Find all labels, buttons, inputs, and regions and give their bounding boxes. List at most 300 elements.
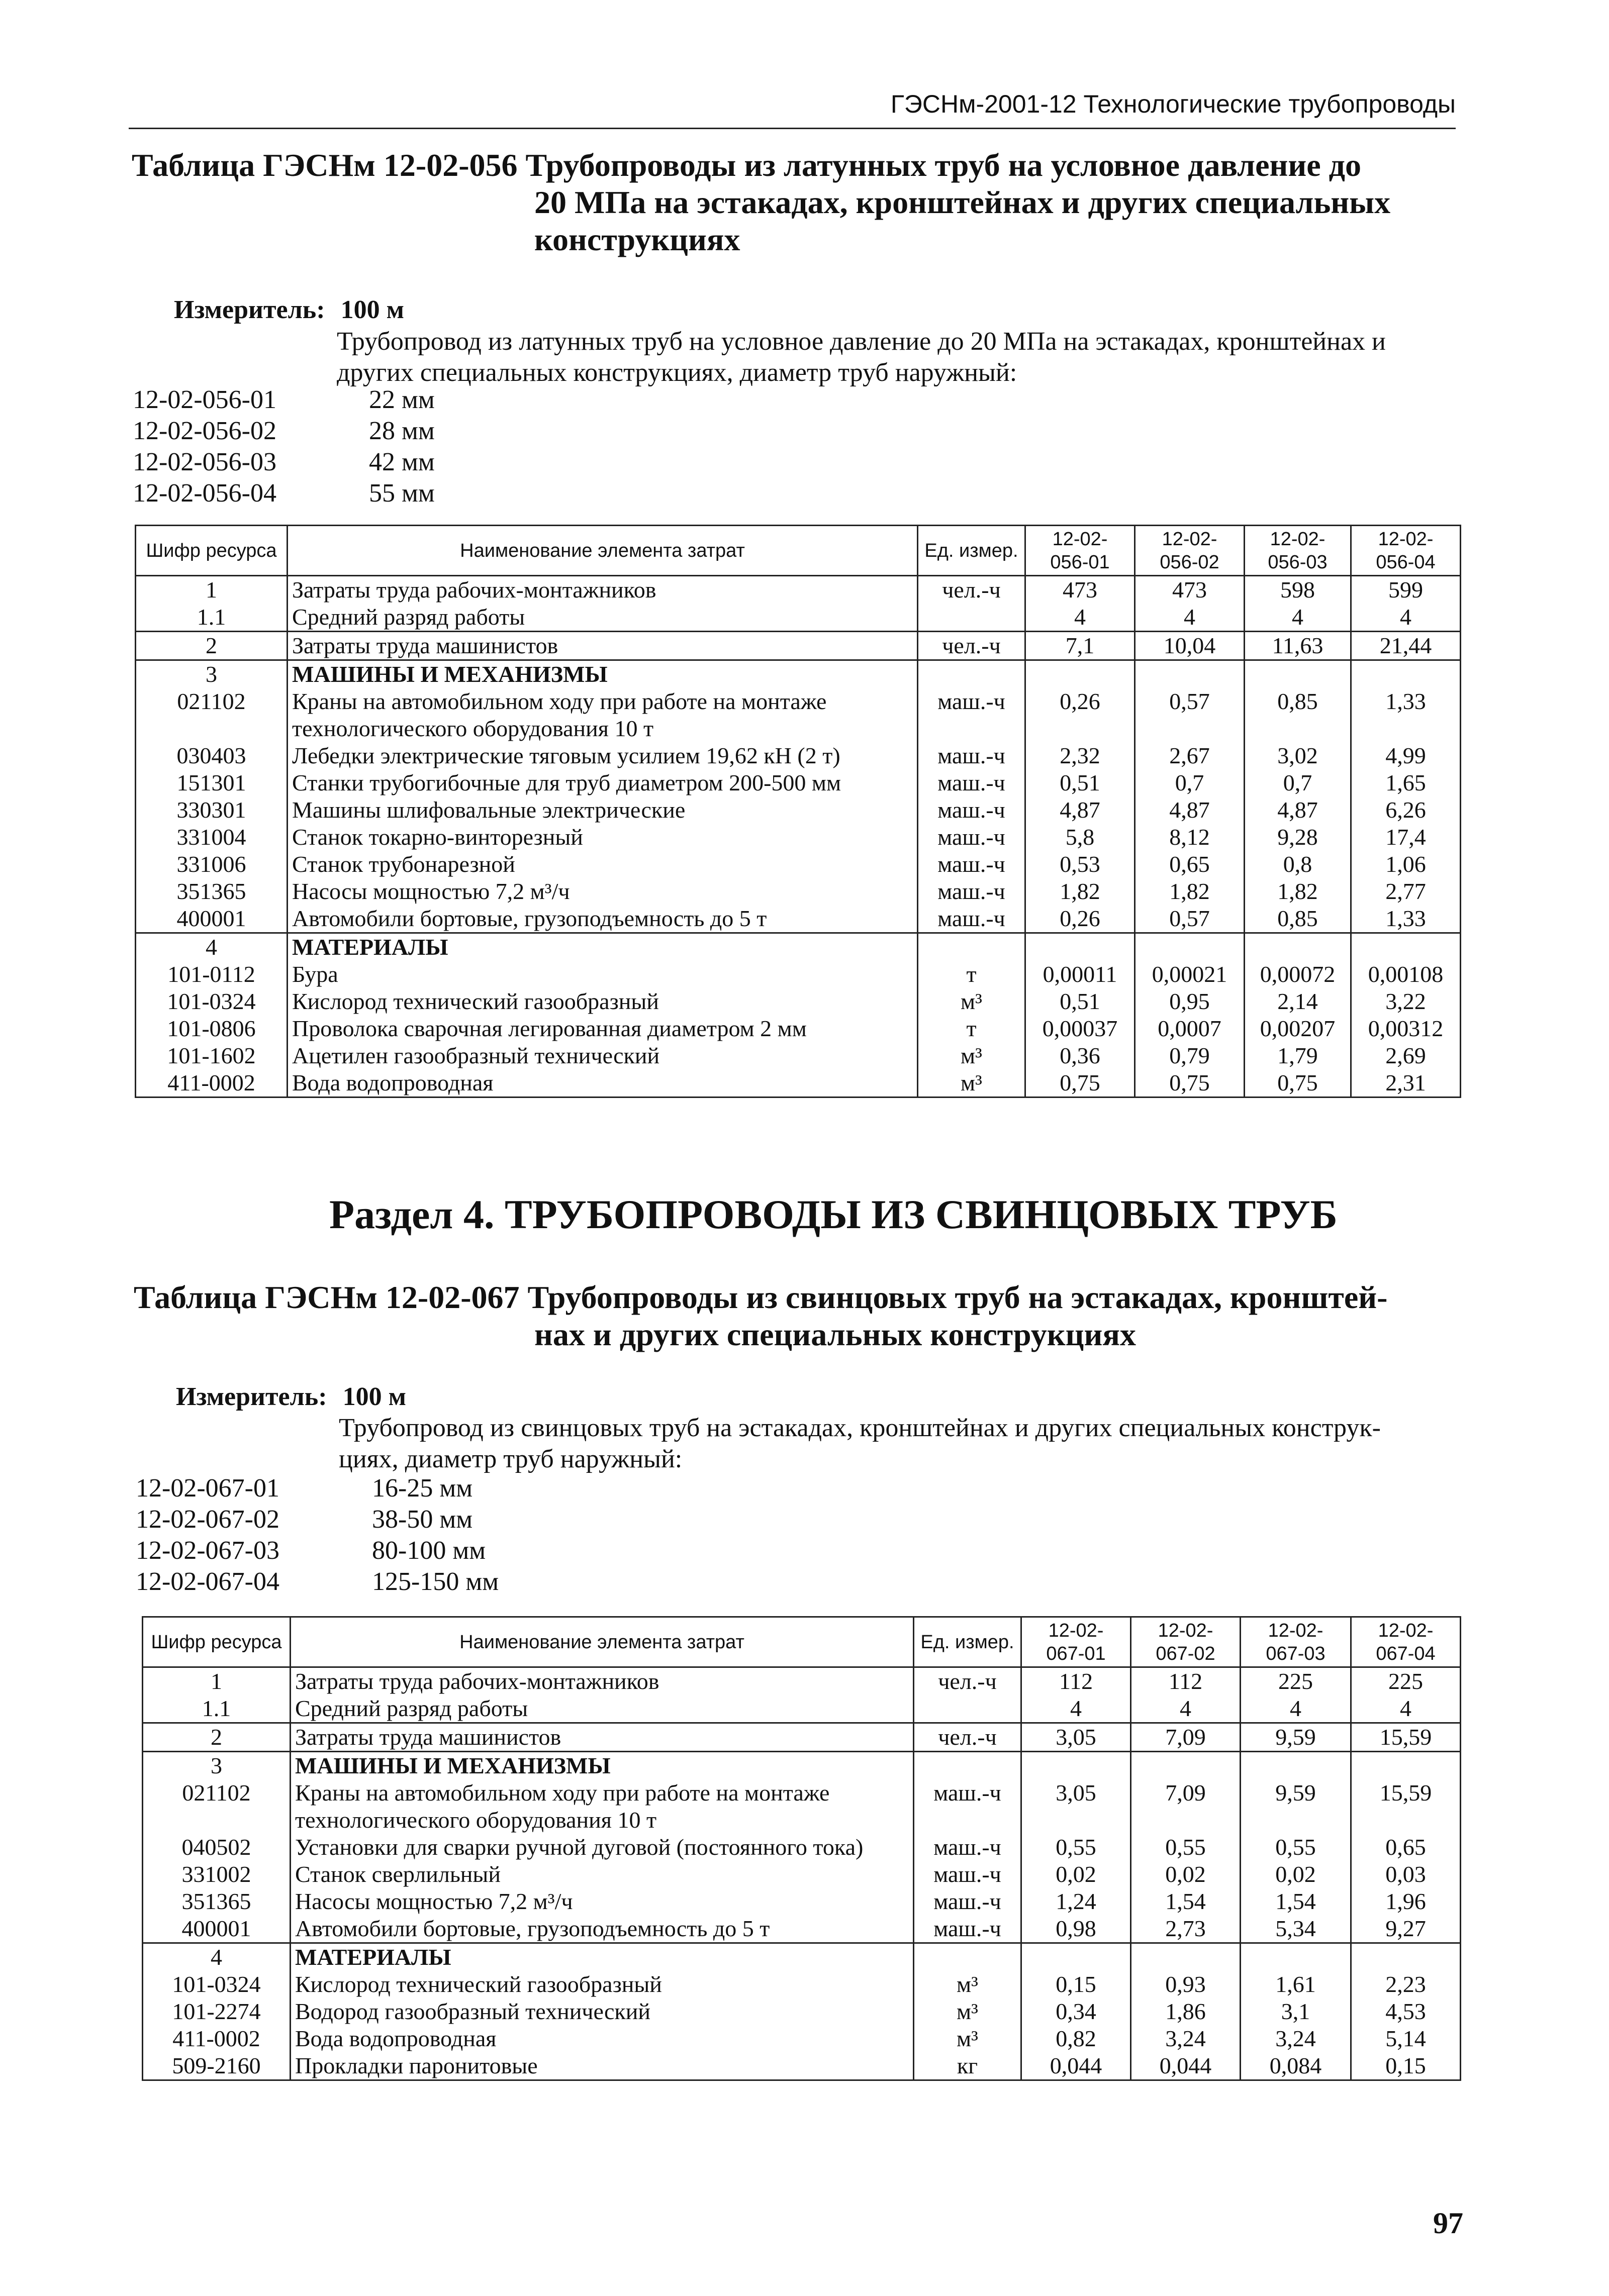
value-cell [1351,1807,1461,1834]
resource-code: 1.1 [136,604,288,632]
resource-code: 030403 [136,742,288,769]
header-resource-code: Шифр ресурса [143,1617,291,1667]
unit-cell: маш.-ч [918,796,1025,824]
value-cell [1245,933,1351,961]
value-cell: 4,87 [1025,796,1135,824]
value-cell: 0,7 [1245,769,1351,796]
resource-code: 151301 [136,769,288,796]
cost-element-name: Установки для сварки ручной дуговой (постоянного тока) [291,1834,914,1861]
value-cell: 0,79 [1135,1042,1245,1069]
cost-element-name: МАШИНЫ И МЕХАНИЗМЫ [291,1752,914,1780]
value-cell: 0,95 [1135,988,1245,1015]
unit-cell: маш.-ч [914,1861,1021,1888]
table2-title-line1: Таблица ГЭСНм 12-02-067 Трубопроводы из свинцовых труб на эстакадах, кронштей- [134,1279,1388,1315]
table-row [143,1779,1461,1807]
value-cell: 225 [1241,1667,1351,1695]
unit-cell [914,1807,1021,1834]
value-cell: 1,96 [1351,1888,1461,1915]
cost-element-name: Ацетилен газообразный технический [288,1042,918,1069]
meter-label: Измеритель: [174,295,325,324]
value-cell: 112 [1131,1667,1241,1695]
cost-element-name: Кислород технический газообразный [288,988,918,1015]
table-row [143,1971,1461,1998]
cost-element-name: Средний разряд работы [288,604,918,632]
value-cell: 1,06 [1351,851,1461,878]
code-item: 12-02-067-04 [136,1567,279,1596]
value-cell [1135,660,1245,688]
value-cell: 0,02 [1241,1861,1351,1888]
value-cell [1351,1752,1461,1780]
table1-title-line2: 20 МПа на эстакадах, кронштейнах и других специальных [534,184,1391,220]
value-cell: 3,22 [1351,988,1461,1015]
cost-element-name: Кислород технический газообразный [291,1971,914,1998]
table2-code-list [136,1473,588,1604]
cost-element-name: Затраты труда рабочих-монтажников [288,576,918,604]
value-cell: 5,34 [1241,1915,1351,1943]
value-cell: 1,82 [1135,878,1245,905]
value-cell: 598 [1245,576,1351,604]
cost-element-name: Водород газообразный технический [291,1998,914,2025]
table2-title-line2: нах и других специальных конструкциях [534,1317,1136,1352]
value-cell: 0,15 [1021,1971,1131,1998]
value-cell: 0,98 [1021,1915,1131,1943]
value-cell: 3,05 [1021,1779,1131,1807]
resource-code: 411-0002 [143,2025,291,2052]
table-row [143,2052,1461,2080]
header-norm-code: 12-02- 056-03 [1245,526,1351,576]
header-unit: Ед. измер. [918,526,1025,576]
value-cell [1131,1752,1241,1780]
resource-code: 1.1 [143,1695,291,1723]
value-cell: 2,69 [1351,1042,1461,1069]
value-cell: 0,55 [1131,1834,1241,1861]
meter-label: Измеритель: [176,1382,327,1411]
resource-code: 331004 [136,824,288,851]
table-row [136,796,1461,824]
value-cell: 1,54 [1241,1888,1351,1915]
table2-meter [176,1381,406,1413]
table-row [136,851,1461,878]
table-row [136,604,1461,632]
value-cell: 4,87 [1245,796,1351,824]
value-cell: 9,28 [1245,824,1351,851]
value-cell [1135,715,1245,742]
resource-code: 101-2274 [143,1998,291,2025]
cost-element-name: Машины шлифовальные электрические [288,796,918,824]
table1-title-line3: конструкциях [534,222,740,257]
value-cell: 1,24 [1021,1888,1131,1915]
value-cell: 0,044 [1131,2052,1241,2080]
cost-element-name: Вода водопроводная [288,1069,918,1097]
table-row [136,1015,1461,1042]
value-cell [1131,1943,1241,1971]
value-cell: 3,02 [1245,742,1351,769]
value-cell: 0,57 [1135,688,1245,715]
value-cell [1241,1943,1351,1971]
value-cell: 0,0007 [1135,1015,1245,1042]
resource-code: 351365 [143,1888,291,1915]
value-cell: 7,09 [1131,1723,1241,1752]
table2-resources [142,1616,1461,2081]
size-item: 28 мм [369,417,435,445]
value-cell: 1,82 [1245,878,1351,905]
value-cell: 0,02 [1021,1861,1131,1888]
table-row [136,905,1461,933]
header-cost-element: Наименование элемента затрат [288,526,918,576]
value-cell: 0,53 [1025,851,1135,878]
cost-element-name: Прокладки паронитовые [291,2052,914,2080]
header-cost-element: Наименование элемента затрат [291,1617,914,1667]
value-cell [1351,660,1461,688]
table-row [143,1834,1461,1861]
value-cell [1245,715,1351,742]
table-row [143,1695,1461,1723]
resource-code [143,1807,291,1834]
row-group [136,933,1461,1097]
value-cell: 1,86 [1131,1998,1241,2025]
resource-code: 2 [136,632,288,660]
resource-code: 021102 [136,688,288,715]
value-cell [1135,933,1245,961]
header-unit: Ед. измер. [914,1617,1021,1667]
value-cell: 0,82 [1021,2025,1131,2052]
unit-cell: маш.-ч [918,688,1025,715]
value-cell [1025,715,1135,742]
unit-cell [914,1695,1021,1723]
value-cell: 0,75 [1025,1069,1135,1097]
cost-element-name: Станок трубонарезной [288,851,918,878]
size-item: 42 мм [369,448,435,476]
row-group [143,1752,1461,1943]
value-cell: 0,75 [1245,1069,1351,1097]
value-cell: 5,8 [1025,824,1135,851]
page-header [129,84,1456,129]
unit-cell [918,604,1025,632]
value-cell: 112 [1021,1667,1131,1695]
value-cell [1351,1943,1461,1971]
table1-description-line1: Трубопровод из латунных труб на условное давление до 20 МПа на эстакадах, кронштейнах и [337,327,1386,356]
value-cell: 4,53 [1351,1998,1461,2025]
cost-element-name: Затраты труда машинистов [291,1723,914,1752]
table1-title-line1: Таблица ГЭСНм 12-02-056 Трубопроводы из латунных труб на условное давление до [132,147,1361,183]
table-row [136,715,1461,742]
cost-element-name: Затраты труда рабочих-монтажников [291,1667,914,1695]
value-cell: 1,33 [1351,905,1461,933]
row-group [136,576,1461,632]
meter-value: 100 м [342,1382,407,1411]
table-row [143,1807,1461,1834]
header-norm-code: 12-02- 067-03 [1241,1617,1351,1667]
cost-element-name: Автомобили бортовые, грузоподъемность до 5 т [291,1915,914,1943]
table-row [143,1752,1461,1780]
cost-element-name: технологического оборудования 10 т [288,715,918,742]
table-row [136,933,1461,961]
value-cell [1351,933,1461,961]
unit-cell [914,1943,1021,1971]
table-row [136,632,1461,660]
value-cell: 0,34 [1021,1998,1131,2025]
value-cell: 0,7 [1135,769,1245,796]
resource-code: 1 [143,1667,291,1695]
value-cell: 0,00072 [1245,961,1351,988]
cost-element-name: МАШИНЫ И МЕХАНИЗМЫ [288,660,918,688]
header-norm-code: 12-02- 067-01 [1021,1617,1131,1667]
resource-code: 101-1602 [136,1042,288,1069]
value-cell: 0,00108 [1351,961,1461,988]
resource-code: 101-0112 [136,961,288,988]
size-item: 22 мм [369,385,435,414]
value-cell: 225 [1351,1667,1461,1695]
value-cell: 1,65 [1351,769,1461,796]
unit-cell: маш.-ч [914,1888,1021,1915]
unit-cell [918,715,1025,742]
value-cell: 0,85 [1245,905,1351,933]
value-cell: 0,03 [1351,1861,1461,1888]
value-cell: 21,44 [1351,632,1461,660]
cost-element-name: Краны на автомобильном ходу при работе на монтаже [288,688,918,715]
table-row [136,824,1461,851]
value-cell: 7,09 [1131,1779,1241,1807]
unit-cell: кг [914,2052,1021,2080]
value-cell: 15,59 [1351,1723,1461,1752]
value-cell: 0,00037 [1025,1015,1135,1042]
unit-cell [914,1752,1021,1780]
value-cell: 15,59 [1351,1779,1461,1807]
resource-code: 331006 [136,851,288,878]
value-cell: 3,24 [1241,2025,1351,2052]
row-group [143,1943,1461,2080]
table1-meter [174,294,404,326]
code-item: 12-02-067-01 [136,1474,279,1503]
cost-element-name: Проволока сварочная легированная диаметром 2 мм [288,1015,918,1042]
cost-element-name: Бура [288,961,918,988]
cost-element-name: Средний разряд работы [291,1695,914,1723]
cost-element-name: Станки трубогибочные для труб диаметром 200-500 мм [288,769,918,796]
resource-code: 3 [136,660,288,688]
value-cell: 4 [1351,1695,1461,1723]
table-row [136,688,1461,715]
resource-code: 2 [143,1723,291,1752]
code-item: 12-02-067-03 [136,1536,279,1565]
value-cell: 10,04 [1135,632,1245,660]
unit-cell: м³ [918,1069,1025,1097]
value-cell: 0,65 [1351,1834,1461,1861]
resource-code [136,715,288,742]
unit-cell: м³ [914,1971,1021,1998]
unit-cell: т [918,961,1025,988]
cost-element-name: Станок токарно-винторезный [288,824,918,851]
cost-element-name: МАТЕРИАЛЫ [288,933,918,961]
resource-code: 1 [136,576,288,604]
value-cell: 2,31 [1351,1069,1461,1097]
value-cell: 17,4 [1351,824,1461,851]
resource-code: 101-0324 [143,1971,291,1998]
resource-code: 4 [136,933,288,961]
value-cell: 4 [1135,604,1245,632]
resource-code: 411-0002 [136,1069,288,1097]
size-item: 38-50 мм [372,1505,473,1534]
value-cell: 0,02 [1131,1861,1241,1888]
header-norm-code: 12-02- 056-04 [1351,526,1461,576]
value-cell: 0,00312 [1351,1015,1461,1042]
value-cell: 0,85 [1245,688,1351,715]
value-cell: 2,32 [1025,742,1135,769]
header-norm-code: 12-02- 067-02 [1131,1617,1241,1667]
resource-code: 101-0324 [136,988,288,1015]
code-item: 12-02-056-02 [133,417,276,445]
cost-element-name: Краны на автомобильном ходу при работе на монтаже [291,1779,914,1807]
value-cell: 0,00207 [1245,1015,1351,1042]
value-cell: 0,00011 [1025,961,1135,988]
value-cell: 5,14 [1351,2025,1461,2052]
table2-description-line1: Трубопровод из свинцовых труб на эстакадах, кронштейнах и других специальных конструк- [339,1414,1381,1442]
value-cell: 0,51 [1025,988,1135,1015]
value-cell [1241,1752,1351,1780]
value-cell: 0,57 [1135,905,1245,933]
table-row [136,576,1461,604]
resource-code: 040502 [143,1834,291,1861]
table1-description-line2: других специальных конструкциях, диаметр труб наружный: [337,358,1017,387]
value-cell: 0,55 [1021,1834,1131,1861]
value-cell: 9,59 [1241,1723,1351,1752]
unit-cell [918,933,1025,961]
size-item: 125-150 мм [372,1567,499,1596]
code-item: 12-02-056-01 [133,385,276,414]
row-group [136,660,1461,933]
resource-code: 351365 [136,878,288,905]
value-cell: 0,55 [1241,1834,1351,1861]
cost-element-name: Насосы мощностью 7,2 м³/ч [291,1888,914,1915]
unit-cell: маш.-ч [918,742,1025,769]
size-item: 16-25 мм [372,1474,473,1503]
value-cell: 2,14 [1245,988,1351,1015]
value-cell: 2,77 [1351,878,1461,905]
page-number: 97 [1433,2207,1463,2240]
value-cell: 4,99 [1351,742,1461,769]
value-cell: 3,05 [1021,1723,1131,1752]
unit-cell: маш.-ч [914,1834,1021,1861]
value-cell: 7,1 [1025,632,1135,660]
value-cell: 4 [1245,604,1351,632]
table-row [136,660,1461,688]
unit-cell: м³ [918,1042,1025,1069]
unit-cell: маш.-ч [914,1779,1021,1807]
value-cell: 11,63 [1245,632,1351,660]
value-cell [1021,1943,1131,1971]
unit-cell: чел.-ч [914,1723,1021,1752]
unit-cell: м³ [918,988,1025,1015]
table-row [136,1069,1461,1097]
value-cell [1021,1807,1131,1834]
value-cell: 9,59 [1241,1779,1351,1807]
table-row [143,1915,1461,1943]
value-cell: 2,67 [1135,742,1245,769]
value-cell: 4,87 [1135,796,1245,824]
code-item: 12-02-056-04 [133,479,276,508]
unit-cell: маш.-ч [918,824,1025,851]
value-cell: 1,79 [1245,1042,1351,1069]
value-cell: 6,26 [1351,796,1461,824]
value-cell: 0,26 [1025,905,1135,933]
table-row [143,1861,1461,1888]
cost-element-name: МАТЕРИАЛЫ [291,1943,914,1971]
table-row [143,1943,1461,1971]
cost-element-name: технологического оборудования 10 т [291,1807,914,1834]
cost-element-name: Автомобили бортовые, грузоподъемность до 5 т [288,905,918,933]
unit-cell: чел.-ч [914,1667,1021,1695]
value-cell: 0,084 [1241,2052,1351,2080]
value-cell: 0,36 [1025,1042,1135,1069]
value-cell: 9,27 [1351,1915,1461,1943]
value-cell: 1,33 [1351,688,1461,715]
table1-code-list [133,385,535,516]
value-cell: 0,51 [1025,769,1135,796]
resource-code: 400001 [143,1915,291,1943]
table-row [143,1723,1461,1752]
unit-cell: маш.-ч [918,878,1025,905]
cost-element-name: Лебедки электрические тяговым усилием 19,62 кН (2 т) [288,742,918,769]
value-cell [1025,933,1135,961]
value-cell: 3,1 [1241,1998,1351,2025]
value-cell: 0,75 [1135,1069,1245,1097]
header-norm-code: 12-02- 056-01 [1025,526,1135,576]
value-cell [1351,715,1461,742]
table-row [136,961,1461,988]
size-item: 80-100 мм [372,1536,486,1565]
row-group [143,1667,1461,1723]
resource-code: 3 [143,1752,291,1780]
code-item: 12-02-056-03 [133,448,276,476]
code-item: 12-02-067-02 [136,1505,279,1534]
value-cell: 1,82 [1025,878,1135,905]
table-row [143,1667,1461,1695]
resource-code: 021102 [143,1779,291,1807]
value-cell: 0,93 [1131,1971,1241,1998]
unit-cell: маш.-ч [918,769,1025,796]
unit-cell: маш.-ч [914,1915,1021,1943]
value-cell: 0,26 [1025,688,1135,715]
cost-element-name: Вода водопроводная [291,2025,914,2052]
value-cell: 0,15 [1351,2052,1461,2080]
value-cell: 473 [1025,576,1135,604]
unit-cell: маш.-ч [918,905,1025,933]
value-cell: 0,65 [1135,851,1245,878]
value-cell: 4 [1351,604,1461,632]
table-row [136,1042,1461,1069]
unit-cell: чел.-ч [918,576,1025,604]
resource-code: 509-2160 [143,2052,291,2080]
unit-cell: маш.-ч [918,851,1025,878]
value-cell [1025,660,1135,688]
value-cell: 0,044 [1021,2052,1131,2080]
value-cell: 1,54 [1131,1888,1241,1915]
unit-cell: т [918,1015,1025,1042]
resource-code: 101-0806 [136,1015,288,1042]
table2-description-line2: циях, диаметр труб наружный: [339,1445,683,1473]
resource-code: 331002 [143,1861,291,1888]
header-norm-code: 12-02- 056-02 [1135,526,1245,576]
header-resource-code: Шифр ресурса [136,526,288,576]
resource-code: 4 [143,1943,291,1971]
table-row [136,988,1461,1015]
table1-resources [135,525,1461,1098]
row-group [143,1723,1461,1752]
meter-value: 100 м [340,295,405,324]
section-title: Раздел 4. ТРУБОПРОВОДЫ ИЗ СВИНЦОВЫХ ТРУБ [329,1191,1338,1237]
header-text: ГЭСНм-2001-12 Технологические трубопроводы [890,90,1456,118]
table-row [136,742,1461,769]
value-cell: 4 [1025,604,1135,632]
